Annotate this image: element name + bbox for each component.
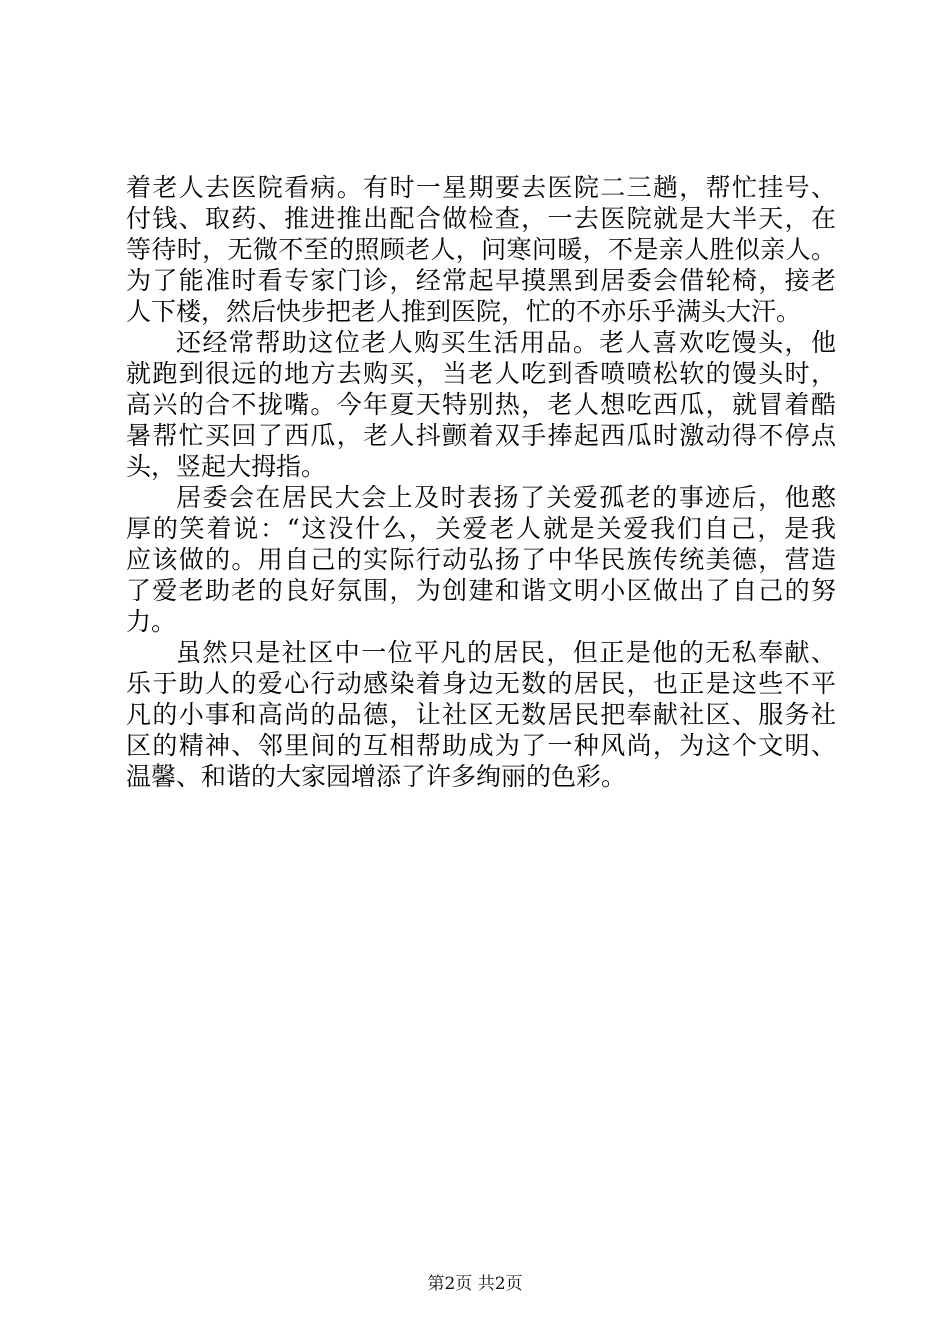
paragraph-3-line-4: 了爱老助老的良好氛围，为创建和谐文明小区做出了自己的努 <box>126 576 836 605</box>
paragraph-4-line-5: 温馨、和谐的大家园增添了许多绚丽的色彩。 <box>126 762 627 791</box>
paragraph-2-line-1: 还经常帮助这位老人购买生活用品。老人喜欢吃馒头，他 <box>176 328 836 357</box>
paragraph-3-line-1: 居委会在居民大会上及时表扬了关爱孤老的事迹后，他憨 <box>176 483 836 512</box>
paragraph-1-line-5: 人下楼，然后快步把老人推到医院，忙的不亦乐乎满头大汗。 <box>126 297 802 326</box>
paragraph-1-line-2: 付钱、取药、推进推出配合做检查，一去医院就是大半天，在 <box>126 204 836 233</box>
paragraph-2-line-5: 头，竖起大拇指。 <box>126 452 327 481</box>
paragraph-4-line-4: 区的精神、邻里间的互相帮助成为了一种风尚，为这个文明、 <box>126 731 836 760</box>
paragraph-3-line-5: 力。 <box>126 607 177 636</box>
paragraph-2-line-4: 暑帮忙买回了西瓜，老人抖颤着双手捧起西瓜时激动得不停点 <box>126 421 836 450</box>
paragraph-2-line-3: 高兴的合不拢嘴。今年夏天特别热，老人想吃西瓜，就冒着酷 <box>126 390 836 419</box>
page-footer <box>0 1273 950 1295</box>
document-body <box>126 172 836 792</box>
paragraph-1-line-1: 着老人去医院看病。有时一星期要去医院二三趟，帮忙挂号、 <box>126 173 836 202</box>
paragraph-3-line-2: 厚的笑着说：“这没什么，关爱老人就是关爱我们自己，是我 <box>126 514 836 543</box>
paragraph-1-line-3: 等待时，无微不至的照顾老人，问寒问暖，不是亲人胜似亲人。 <box>126 235 836 264</box>
paragraph-4-line-2: 乐于助人的爱心行动感染着身边无数的居民，也正是这些不平 <box>126 669 836 698</box>
paragraph-3-line-3: 应该做的。用自己的实际行动弘扬了中华民族传统美德，营造 <box>126 545 836 574</box>
paragraph-1-line-4: 为了能准时看专家门诊，经常起早摸黑到居委会借轮椅，接老 <box>126 266 836 295</box>
paragraph-4-line-1: 虽然只是社区中一位平凡的居民，但正是他的无私奉献、 <box>176 638 836 667</box>
page-number-label: 第2页 共2页 <box>427 1274 523 1294</box>
paragraph-4-line-3: 凡的小事和高尚的品德，让社区无数居民把奉献社区、服务社 <box>126 700 836 729</box>
paragraph-2-line-2: 就跑到很远的地方去购买，当老人吃到香喷喷松软的馒头时， <box>126 359 836 388</box>
